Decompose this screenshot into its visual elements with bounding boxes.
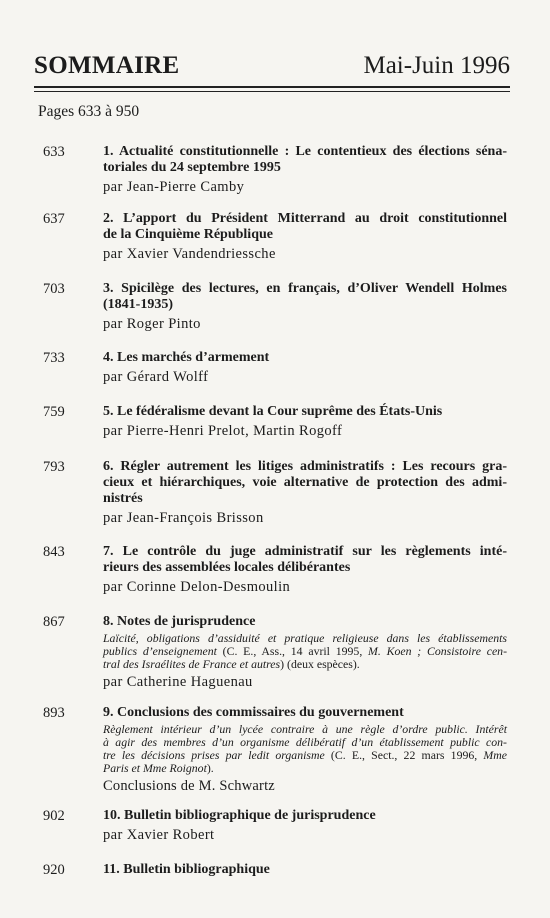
entry-page-number: 867	[43, 614, 65, 630]
entry-page-number: 893	[43, 705, 65, 721]
entry-description-line: Paris et Mme Roignot).	[103, 761, 214, 775]
entry-description-line: tre les décisions prises par ledit organisme (C. E., Sect., 22 mars 1996, Mme	[103, 748, 507, 762]
entry-body	[103, 144, 507, 196]
entry-title	[103, 544, 507, 576]
entry-title-line: 11. Bulletin bibliographique	[103, 862, 270, 877]
entry-description	[103, 632, 507, 671]
header	[34, 52, 510, 82]
entry-title	[103, 404, 507, 420]
entry-description-line: Règlement intérieur d’un lycée contraire à une règle d’ordre public. Intérêt	[103, 722, 507, 736]
entry-author: par Roger Pinto	[103, 316, 201, 332]
entry-body	[103, 614, 507, 691]
entry-author: par Corinne Delon-Desmoulin	[103, 579, 291, 595]
entry-title	[103, 144, 507, 176]
entry-title-line: cieux et hiérarchiques, voie alternative de protection des admi-	[103, 475, 507, 490]
entry-title-line: nistrés	[103, 491, 143, 506]
toc-title: SOMMAIRE	[34, 52, 180, 79]
entry-title-line: 3. Spicilège des lectures, en français, d’Oliver Wendell Holmes	[103, 281, 507, 296]
entry-body	[103, 211, 507, 263]
entry-title	[103, 350, 507, 366]
entry-page-number: 733	[43, 350, 65, 366]
header-rule-thick	[34, 86, 510, 88]
entry-author: Conclusions de M. Schwartz	[103, 778, 275, 794]
entry-title	[103, 459, 507, 507]
issue-date: Mai-Juin 1996	[363, 52, 510, 79]
entry-title	[103, 281, 507, 313]
entry-title-line: (1841-1935)	[103, 297, 173, 312]
entry-author: par Xavier Robert	[103, 827, 215, 843]
entry-title-line: 5. Le fédéralisme devant la Cour suprême des États-Unis	[103, 404, 443, 419]
entry-description-line: à agir des membres d’un organisme délibératif d’un établissement public con-	[103, 735, 507, 749]
entry-author: par Gérard Wolff	[103, 369, 209, 385]
entry-body	[103, 459, 507, 527]
entry-description-line: Laïcité, obligations d’assiduité et pratique religieuse dans les établissements	[103, 631, 507, 645]
entry-author: par Jean-François Brisson	[103, 510, 264, 526]
entry-page-number: 920	[43, 862, 65, 878]
entry-description-line: publics d’enseignement (C. E., Ass., 14 avril 1995, M. Koen ; Consistoire cen-	[103, 644, 508, 658]
entry-title-line: 9. Conclusions des commissaires du gouvernement	[103, 705, 404, 720]
entry-description-line: tral des Israélites de France et autres) (deux espèces).	[103, 657, 360, 671]
entry-author: par Pierre-Henri Prelot, Martin Rogoff	[103, 423, 343, 439]
entry-title-line: de la Cinquième République	[103, 227, 273, 242]
entry-author: par Jean-Pierre Camby	[103, 179, 245, 195]
entry-body	[103, 544, 507, 596]
entry-body	[103, 350, 507, 386]
entry-page-number: 759	[43, 404, 65, 420]
entry-page-number: 793	[43, 459, 65, 475]
header-rule-thin	[34, 91, 510, 92]
entry-body	[103, 808, 507, 844]
entry-title-line: rieurs des assemblées locales délibérantes	[103, 560, 351, 575]
entry-title	[103, 614, 507, 630]
entry-body	[103, 281, 507, 333]
entry-author: par Catherine Haguenau	[103, 674, 253, 690]
entry-title-line: 8. Notes de jurisprudence	[103, 614, 256, 629]
entry-body	[103, 705, 507, 795]
entry-title-line: 7. Le contrôle du juge administratif sur les règlements inté-	[103, 544, 507, 559]
entry-title	[103, 705, 507, 721]
entry-title-line: 4. Les marchés d’armement	[103, 350, 270, 365]
entry-page-number: 902	[43, 808, 65, 824]
pages-range: Pages 633 à 950	[38, 103, 140, 120]
entry-body	[103, 862, 507, 878]
entry-page-number: 633	[43, 144, 65, 160]
entry-page-number: 843	[43, 544, 65, 560]
entry-title-line: 1. Actualité constitutionnelle : Le contentieux des élections séna-	[103, 144, 507, 159]
entry-title-line: toriales du 24 septembre 1995	[103, 160, 281, 175]
entry-title-line: 6. Régler autrement les litiges administratifs : Les recours gra-	[103, 459, 507, 474]
entry-title	[103, 808, 507, 824]
entry-author: par Xavier Vandendriessche	[103, 246, 276, 262]
entry-title-line: 10. Bulletin bibliographique de jurisprudence	[103, 808, 376, 823]
entry-description	[103, 723, 507, 775]
entry-body	[103, 404, 507, 440]
entry-title-line: 2. L’apport du Président Mitterrand au droit constitutionnel	[103, 211, 507, 226]
entry-page-number: 703	[43, 281, 65, 297]
entry-title	[103, 862, 507, 878]
entry-title	[103, 211, 507, 243]
entry-page-number: 637	[43, 211, 65, 227]
